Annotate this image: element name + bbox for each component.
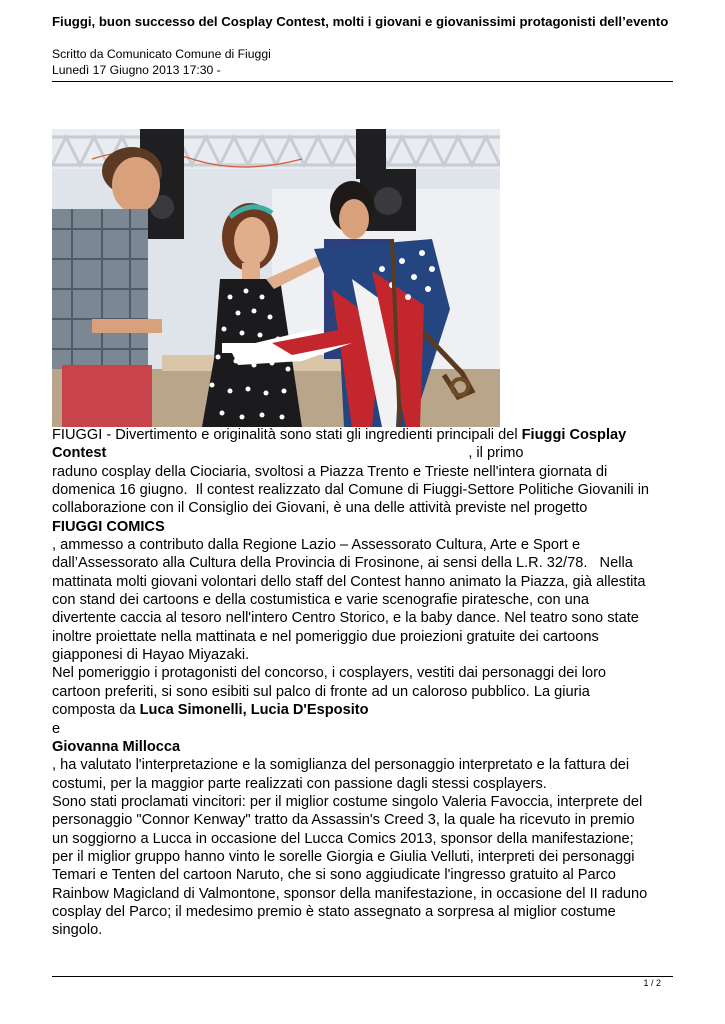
date-line: Lunedì 17 Giugno 2013 17:30 - xyxy=(52,63,221,77)
event-name: Fiuggi Cosplay xyxy=(521,427,627,443)
event-photo xyxy=(52,129,500,427)
article-title: Fiuggi, buon successo del Cosplay Contest, molti i giovani e giovanissimi protagonisti dell’evento xyxy=(52,14,669,29)
footer-divider xyxy=(52,976,673,977)
paragraph-2: Nel pomeriggio i protagonisti del concorso, i cosplayers, vestiti dai personaggi dei loro cartoon preferiti, si sono esibiti sul palco di fronte ad un caloroso pubblico. La giuria composta da Luca Simonelli, Lucia D'Esposito e Giovanna Millocca , ha valutato l'interpretazione e la somiglianza del personaggio interpretato e la fattura dei costumi, per la maggior parte realizzati con passione dagli stessi cosplayers. xyxy=(52,665,630,792)
author-line: Scritto da Comunicato Comune di Fiuggi xyxy=(52,47,271,61)
paragraph-1: FIUGGI - Divertimento e originalità sono stati gli ingredienti principali del Fiuggi Cosplay Contest , il primo raduno cosplay della Ciociaria, svoltosi a Piazza Trento e Trieste nell'intera giornata di domenica 16 giugno. Il contest realizzato dal Comune di Fiuggi-Settore Politiche Giovanili in collaborazione con il Consiglio dei Giovani, è una delle attività previste nel progetto FIUGGI COMICS , ammesso a contributo dalla Regione Lazio – Assessorato Cultura, Arte e Sport e dall’Assessorato alla Cultura della Provincia di Frosinone, ai sensi della L.R. 32/78. Nella mattinata molti giovani volontari dello staff del Contest hanno animato la Piazza, già allestita con stand dei cartoons e della costumistica e varie scenografie piratesche, con una divertente caccia al tesoro nell'intero Centro Storico, e la baby dance. Nel teatro sono state inoltre proiettate nella mattinata e nel pomeriggio due proiezioni gratuite dei cartoons giapponesi di Hayao Miyazaki. xyxy=(52,427,650,664)
header-divider xyxy=(52,81,673,82)
photo-icon xyxy=(52,129,500,427)
article-body xyxy=(52,426,652,940)
page-number: 1 / 2 xyxy=(643,978,661,988)
jury-name-last: Giovanna Millocca xyxy=(52,738,181,755)
jury-names: Luca Simonelli, Lucia D'Esposito xyxy=(139,702,369,719)
project-name: FIUGGI COMICS xyxy=(52,518,165,535)
paragraph-3: Sono stati proclamati vincitori: per il miglior costume singolo Valeria Favoccia, interprete del personaggio "Connor Kenway" tratto da Assassin's Creed 3, la quale ha ricevuto in premio un soggiorno a Lucca in occasione del Lucca Comics 2013, sponsor della manifestazione; per il miglior gruppo hanno vinto le sorelle Giorgia e Giulia Velluti, interpreti dei personaggi Temari e Tenten del cartoon Naruto, che si sono aggiudicate l'ingresso gratuito al Parco Rainbow Magicland di Valmontone, sponsor della manifestazione, in occasione del II raduno cosplay del Parco; il medesimo premio è stato assegnato a sorpresa al miglior costume singolo. xyxy=(52,793,648,939)
